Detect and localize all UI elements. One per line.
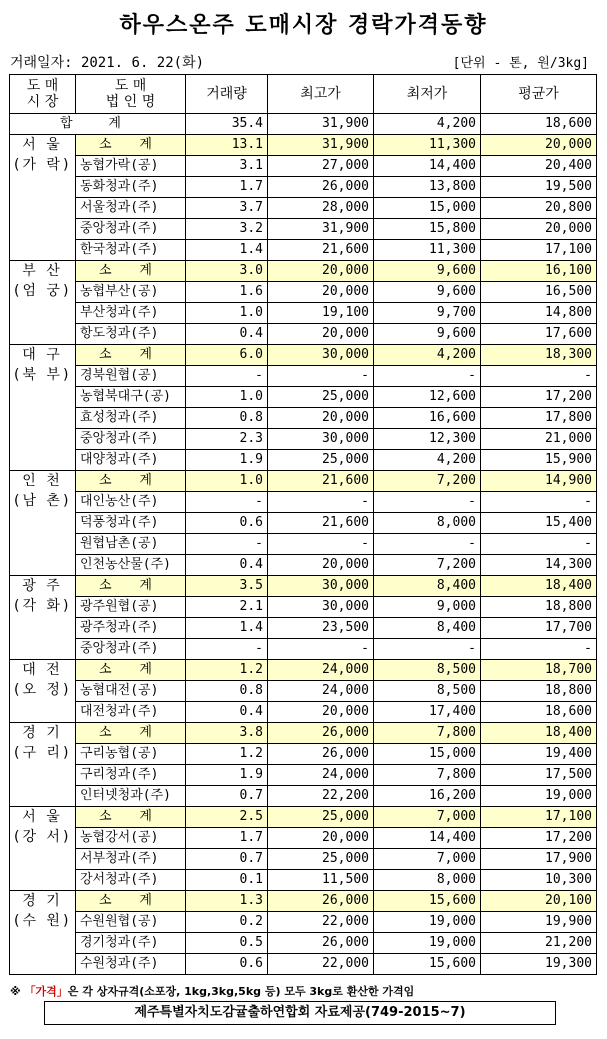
- volume-cell: 3.0: [186, 261, 268, 282]
- avg-price-cell: 19,400: [481, 744, 597, 765]
- corp-name: 소 계: [76, 660, 186, 681]
- volume-cell: 1.2: [186, 744, 268, 765]
- low-price-cell: -: [374, 366, 481, 387]
- volume-cell: 13.1: [186, 135, 268, 156]
- volume-cell: 0.7: [186, 786, 268, 807]
- corp-name: 효성청과(주): [76, 408, 186, 429]
- high-price-cell: 25,000: [268, 450, 374, 471]
- volume-cell: 1.7: [186, 177, 268, 198]
- low-price-cell: 13,800: [374, 177, 481, 198]
- volume-cell: 0.4: [186, 702, 268, 723]
- corp-name: 중앙청과(주): [76, 639, 186, 660]
- table-row: [10, 954, 597, 975]
- header-corp: 도 매 법 인 명: [76, 75, 186, 114]
- low-price-cell: 15,600: [374, 954, 481, 975]
- footnote: ※ 「가격」은 각 상자규격(소포장, 1kg,3kg,5kg 등) 모두 3kg로 환산한 가격임: [10, 985, 415, 998]
- volume-cell: 2.1: [186, 597, 268, 618]
- low-price-cell: 11,300: [374, 135, 481, 156]
- corp-name: 소 계: [76, 135, 186, 156]
- corp-name: 소 계: [76, 807, 186, 828]
- avg-price-cell: 14,800: [481, 303, 597, 324]
- high-price-cell: 30,000: [268, 597, 374, 618]
- high-price-cell: 30,000: [268, 429, 374, 450]
- avg-price-cell: 20,400: [481, 156, 597, 177]
- high-price-cell: 26,000: [268, 744, 374, 765]
- high-price-cell: 26,000: [268, 177, 374, 198]
- volume-cell: 1.3: [186, 891, 268, 912]
- volume-cell: 1.9: [186, 450, 268, 471]
- total-high: 31,900: [268, 114, 374, 135]
- low-price-cell: 12,300: [374, 429, 481, 450]
- volume-cell: 1.9: [186, 765, 268, 786]
- footnote-highlight: 「가격」: [24, 985, 68, 998]
- high-price-cell: 24,000: [268, 681, 374, 702]
- low-price-cell: 15,600: [374, 891, 481, 912]
- avg-price-cell: 18,400: [481, 723, 597, 744]
- avg-price-cell: 18,400: [481, 576, 597, 597]
- avg-price-cell: 17,800: [481, 408, 597, 429]
- high-price-cell: 25,000: [268, 807, 374, 828]
- low-price-cell: 19,000: [374, 933, 481, 954]
- low-price-cell: 11,300: [374, 240, 481, 261]
- low-price-cell: 7,000: [374, 849, 481, 870]
- volume-cell: 2.3: [186, 429, 268, 450]
- avg-price-cell: 19,500: [481, 177, 597, 198]
- table-row: [10, 450, 597, 471]
- high-price-cell: 24,000: [268, 660, 374, 681]
- avg-price-cell: 18,800: [481, 681, 597, 702]
- low-price-cell: 4,200: [374, 450, 481, 471]
- avg-price-cell: 20,800: [481, 198, 597, 219]
- avg-price-cell: 17,700: [481, 618, 597, 639]
- subtotal-row: [10, 135, 597, 156]
- subtotal-row: [10, 660, 597, 681]
- high-price-cell: 11,500: [268, 870, 374, 891]
- avg-price-cell: 19,000: [481, 786, 597, 807]
- total-row: [10, 114, 597, 135]
- high-price-cell: 21,600: [268, 513, 374, 534]
- volume-cell: 1.0: [186, 387, 268, 408]
- volume-cell: 0.8: [186, 408, 268, 429]
- low-price-cell: 12,600: [374, 387, 481, 408]
- volume-cell: 1.2: [186, 660, 268, 681]
- low-price-cell: 7,200: [374, 555, 481, 576]
- low-price-cell: 15,000: [374, 744, 481, 765]
- low-price-cell: 14,400: [374, 156, 481, 177]
- table-row: [10, 744, 597, 765]
- corp-name: 강서청과(주): [76, 870, 186, 891]
- low-price-cell: 15,800: [374, 219, 481, 240]
- high-price-cell: 30,000: [268, 576, 374, 597]
- table-row: [10, 912, 597, 933]
- high-price-cell: 26,000: [268, 723, 374, 744]
- corp-name: 광주원협(공): [76, 597, 186, 618]
- table-row: [10, 870, 597, 891]
- corp-name: 서울청과(주): [76, 198, 186, 219]
- table-row: [10, 219, 597, 240]
- avg-price-cell: 20,000: [481, 219, 597, 240]
- corp-name: 중앙청과(주): [76, 429, 186, 450]
- volume-cell: 2.5: [186, 807, 268, 828]
- low-price-cell: 7,800: [374, 765, 481, 786]
- volume-cell: 1.0: [186, 303, 268, 324]
- low-price-cell: 16,200: [374, 786, 481, 807]
- avg-price-cell: 18,300: [481, 345, 597, 366]
- avg-price-cell: -: [481, 492, 597, 513]
- corp-name: 소 계: [76, 345, 186, 366]
- market-name: 인 천 (남 촌): [10, 471, 76, 576]
- high-price-cell: -: [268, 639, 374, 660]
- avg-price-cell: 16,100: [481, 261, 597, 282]
- subtotal-row: [10, 576, 597, 597]
- page-title: 하우스온주 도매시장 경락가격동향: [119, 13, 488, 38]
- market-name: 서 울 (가 락): [10, 135, 76, 261]
- corp-name: 원협남촌(공): [76, 534, 186, 555]
- corp-name: 중앙청과(주): [76, 219, 186, 240]
- low-price-cell: 9,000: [374, 597, 481, 618]
- table-row: [10, 639, 597, 660]
- volume-cell: 6.0: [186, 345, 268, 366]
- avg-price-cell: -: [481, 639, 597, 660]
- low-price-cell: 8,500: [374, 681, 481, 702]
- avg-price-cell: 20,000: [481, 135, 597, 156]
- avg-price-cell: 17,600: [481, 324, 597, 345]
- volume-cell: 0.7: [186, 849, 268, 870]
- total-volume: 35.4: [186, 114, 268, 135]
- corp-name: 동화청과(주): [76, 177, 186, 198]
- subtotal-row: [10, 261, 597, 282]
- avg-price-cell: 17,100: [481, 240, 597, 261]
- header-avg: 평균가: [481, 75, 597, 114]
- corp-name: 농협북대구(공): [76, 387, 186, 408]
- high-price-cell: 27,000: [268, 156, 374, 177]
- high-price-cell: 21,600: [268, 471, 374, 492]
- high-price-cell: 30,000: [268, 345, 374, 366]
- trade-date: 거래일자: 2021. 6. 22(화): [10, 55, 205, 71]
- corp-name: 수원청과(주): [76, 954, 186, 975]
- high-price-cell: 20,000: [268, 324, 374, 345]
- header-market: 도 매 시 장: [10, 75, 76, 114]
- total-low: 4,200: [374, 114, 481, 135]
- avg-price-cell: 20,100: [481, 891, 597, 912]
- avg-price-cell: -: [481, 534, 597, 555]
- table-row: [10, 303, 597, 324]
- table-row: [10, 555, 597, 576]
- volume-cell: 0.6: [186, 954, 268, 975]
- subtotal-row: [10, 471, 597, 492]
- avg-price-cell: 14,300: [481, 555, 597, 576]
- corp-name: 광주청과(주): [76, 618, 186, 639]
- high-price-cell: 20,000: [268, 702, 374, 723]
- corp-name: 항도청과(주): [76, 324, 186, 345]
- volume-cell: 3.8: [186, 723, 268, 744]
- corp-name: 대전청과(주): [76, 702, 186, 723]
- avg-price-cell: 17,200: [481, 828, 597, 849]
- table-row: [10, 492, 597, 513]
- low-price-cell: 8,400: [374, 576, 481, 597]
- corp-name: 덕풍청과(주): [76, 513, 186, 534]
- avg-price-cell: 15,900: [481, 450, 597, 471]
- table-row: [10, 177, 597, 198]
- volume-cell: 3.1: [186, 156, 268, 177]
- high-price-cell: 26,000: [268, 933, 374, 954]
- table-row: [10, 534, 597, 555]
- low-price-cell: 8,400: [374, 618, 481, 639]
- subtotal-row: [10, 807, 597, 828]
- low-price-cell: 9,700: [374, 303, 481, 324]
- corp-name: 인천농산물(주): [76, 555, 186, 576]
- volume-cell: 1.4: [186, 618, 268, 639]
- high-price-cell: -: [268, 492, 374, 513]
- low-price-cell: 8,500: [374, 660, 481, 681]
- high-price-cell: 31,900: [268, 135, 374, 156]
- market-name: 경 기 (구 리): [10, 723, 76, 807]
- subtotal-row: [10, 345, 597, 366]
- market-name: 대 구 (북 부): [10, 345, 76, 471]
- high-price-cell: 22,200: [268, 786, 374, 807]
- corp-name: 한국청과(주): [76, 240, 186, 261]
- volume-cell: 1.6: [186, 282, 268, 303]
- low-price-cell: 9,600: [374, 261, 481, 282]
- high-price-cell: 21,600: [268, 240, 374, 261]
- low-price-cell: 8,000: [374, 870, 481, 891]
- low-price-cell: 8,000: [374, 513, 481, 534]
- low-price-cell: 19,000: [374, 912, 481, 933]
- high-price-cell: 23,500: [268, 618, 374, 639]
- corp-name: 구리청과(주): [76, 765, 186, 786]
- corp-name: 구리농협(공): [76, 744, 186, 765]
- volume-cell: 3.7: [186, 198, 268, 219]
- low-price-cell: 7,800: [374, 723, 481, 744]
- corp-name: 경북원협(공): [76, 366, 186, 387]
- table-row: [10, 597, 597, 618]
- corp-name: 소 계: [76, 723, 186, 744]
- avg-price-cell: 17,200: [481, 387, 597, 408]
- low-price-cell: 4,200: [374, 345, 481, 366]
- table-row: [10, 156, 597, 177]
- market-name: 경 기 (수 원): [10, 891, 76, 975]
- corp-name: 경기청과(주): [76, 933, 186, 954]
- avg-price-cell: -: [481, 366, 597, 387]
- market-name: 광 주 (각 화): [10, 576, 76, 660]
- avg-price-cell: 18,600: [481, 702, 597, 723]
- low-price-cell: 17,400: [374, 702, 481, 723]
- low-price-cell: 7,000: [374, 807, 481, 828]
- high-price-cell: 25,000: [268, 387, 374, 408]
- corp-name: 소 계: [76, 261, 186, 282]
- volume-cell: 1.7: [186, 828, 268, 849]
- low-price-cell: 9,600: [374, 324, 481, 345]
- avg-price-cell: 21,200: [481, 933, 597, 954]
- table-row: [10, 324, 597, 345]
- low-price-cell: -: [374, 492, 481, 513]
- high-price-cell: 20,000: [268, 282, 374, 303]
- corp-name: 서부청과(주): [76, 849, 186, 870]
- volume-cell: 0.4: [186, 324, 268, 345]
- corp-name: 농협강서(공): [76, 828, 186, 849]
- low-price-cell: 15,000: [374, 198, 481, 219]
- high-price-cell: 28,000: [268, 198, 374, 219]
- price-table: [9, 74, 597, 975]
- avg-price-cell: 19,300: [481, 954, 597, 975]
- unit-label: [단위 - 톤, 원/3kg]: [452, 56, 589, 71]
- avg-price-cell: 21,000: [481, 429, 597, 450]
- volume-cell: 0.6: [186, 513, 268, 534]
- market-name: 부 산 (엄 궁): [10, 261, 76, 345]
- corp-name: 농협대전(공): [76, 681, 186, 702]
- total-label: 합 계: [10, 114, 186, 135]
- table-row: [10, 282, 597, 303]
- corp-name: 대양청과(주): [76, 450, 186, 471]
- table-header-row: [10, 75, 597, 114]
- table-row: [10, 933, 597, 954]
- header-high: 최고가: [268, 75, 374, 114]
- subtotal-row: [10, 723, 597, 744]
- high-price-cell: 20,000: [268, 828, 374, 849]
- avg-price-cell: 17,900: [481, 849, 597, 870]
- header-low: 최저가: [374, 75, 481, 114]
- table-row: [10, 240, 597, 261]
- corp-name: 소 계: [76, 891, 186, 912]
- corp-name: 부산청과(주): [76, 303, 186, 324]
- table-row: [10, 387, 597, 408]
- table-row: [10, 429, 597, 450]
- avg-price-cell: 17,500: [481, 765, 597, 786]
- table-row: [10, 408, 597, 429]
- volume-cell: 3.5: [186, 576, 268, 597]
- market-name: 대 전 (오 정): [10, 660, 76, 723]
- low-price-cell: 9,600: [374, 282, 481, 303]
- high-price-cell: 19,100: [268, 303, 374, 324]
- low-price-cell: -: [374, 534, 481, 555]
- table-row: [10, 198, 597, 219]
- table-row: [10, 366, 597, 387]
- volume-cell: 1.4: [186, 240, 268, 261]
- table-row: [10, 828, 597, 849]
- volume-cell: 0.4: [186, 555, 268, 576]
- table-row: [10, 849, 597, 870]
- high-price-cell: 20,000: [268, 261, 374, 282]
- high-price-cell: 22,000: [268, 954, 374, 975]
- volume-cell: 1.0: [186, 471, 268, 492]
- high-price-cell: 31,900: [268, 219, 374, 240]
- corp-name: 농협가락(공): [76, 156, 186, 177]
- table-row: [10, 513, 597, 534]
- corp-name: 소 계: [76, 471, 186, 492]
- low-price-cell: -: [374, 639, 481, 660]
- high-price-cell: 20,000: [268, 408, 374, 429]
- volume-cell: -: [186, 534, 268, 555]
- avg-price-cell: 17,100: [481, 807, 597, 828]
- total-avg: 18,600: [481, 114, 597, 135]
- volume-cell: 0.1: [186, 870, 268, 891]
- table-row: [10, 702, 597, 723]
- high-price-cell: 20,000: [268, 555, 374, 576]
- table-row: [10, 681, 597, 702]
- corp-name: 농협부산(공): [76, 282, 186, 303]
- volume-cell: 0.8: [186, 681, 268, 702]
- avg-price-cell: 16,500: [481, 282, 597, 303]
- low-price-cell: 16,600: [374, 408, 481, 429]
- avg-price-cell: 15,400: [481, 513, 597, 534]
- table-row: [10, 765, 597, 786]
- corp-name: 소 계: [76, 576, 186, 597]
- subtotal-row: [10, 891, 597, 912]
- market-name: 서 울 (강 서): [10, 807, 76, 891]
- header-volume: 거래량: [186, 75, 268, 114]
- high-price-cell: 24,000: [268, 765, 374, 786]
- volume-cell: 0.5: [186, 933, 268, 954]
- avg-price-cell: 14,900: [481, 471, 597, 492]
- avg-price-cell: 19,900: [481, 912, 597, 933]
- table-row: [10, 618, 597, 639]
- volume-cell: 3.2: [186, 219, 268, 240]
- avg-price-cell: 18,700: [481, 660, 597, 681]
- volume-cell: 0.2: [186, 912, 268, 933]
- low-price-cell: 7,200: [374, 471, 481, 492]
- high-price-cell: 26,000: [268, 891, 374, 912]
- volume-cell: -: [186, 639, 268, 660]
- corp-name: 수원원협(공): [76, 912, 186, 933]
- high-price-cell: 22,000: [268, 912, 374, 933]
- corp-name: 대인농산(주): [76, 492, 186, 513]
- low-price-cell: 14,400: [374, 828, 481, 849]
- data-source: 제주특별자치도감귤출하연합회 자료제공(749-2015~7): [44, 1001, 556, 1025]
- avg-price-cell: 10,300: [481, 870, 597, 891]
- volume-cell: -: [186, 366, 268, 387]
- volume-cell: -: [186, 492, 268, 513]
- high-price-cell: -: [268, 366, 374, 387]
- table-row: [10, 786, 597, 807]
- avg-price-cell: 18,800: [481, 597, 597, 618]
- high-price-cell: -: [268, 534, 374, 555]
- high-price-cell: 25,000: [268, 849, 374, 870]
- corp-name: 인터넷청과(주): [76, 786, 186, 807]
